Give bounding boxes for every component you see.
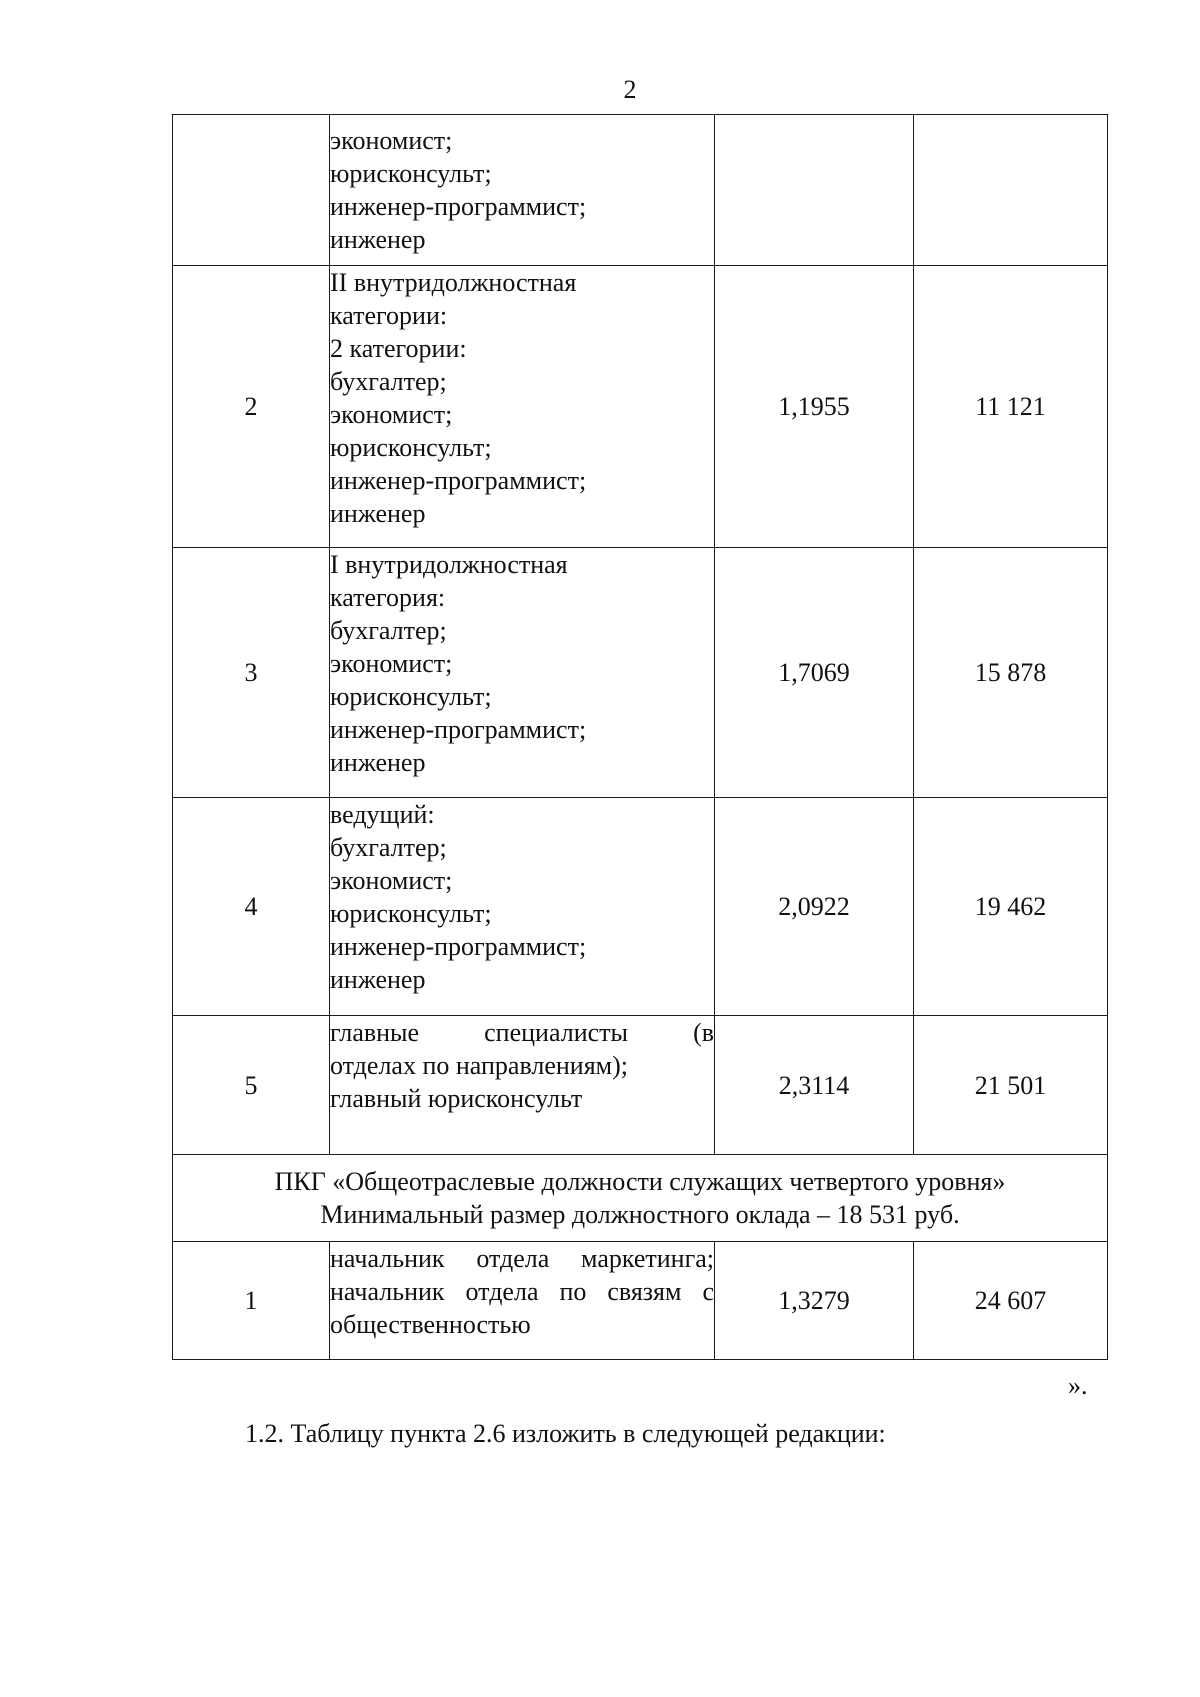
position-cell xyxy=(330,1016,715,1155)
position-cell xyxy=(330,1242,715,1360)
page-number: 2 xyxy=(623,75,637,104)
position-line: юрисконсульт; xyxy=(330,159,492,188)
closing-quote: ». xyxy=(1068,1371,1088,1400)
group-header-row xyxy=(173,1155,1108,1242)
amendment-paragraph: 1.2. Таблицу пункта 2.6 изложить в следующей редакции: xyxy=(245,1419,886,1448)
table-row xyxy=(173,798,1108,1016)
row-number: 5 xyxy=(173,1016,330,1155)
salary-cell: 21 501 xyxy=(914,1016,1108,1155)
position-line: отделах по направлениям); xyxy=(330,1051,629,1080)
group-header-cell xyxy=(173,1155,1108,1242)
coefficient-cell: 1,1955 xyxy=(715,266,914,548)
position-cell xyxy=(330,115,715,266)
position-line: общественностью xyxy=(330,1310,531,1339)
position-line: II внутридолжностная xyxy=(330,268,577,297)
coefficient-cell: 2,3114 xyxy=(715,1016,914,1155)
position-line: I внутридолжностная xyxy=(330,550,568,579)
position-line: начальник отдела маркетинга; xyxy=(330,1244,714,1273)
row-number xyxy=(173,115,330,266)
position-line: бухгалтер; xyxy=(330,833,447,862)
salary-cell: 15 878 xyxy=(914,548,1108,798)
position-cell xyxy=(330,798,715,1016)
salary-table xyxy=(172,114,1108,1360)
row-number: 1 xyxy=(173,1242,330,1360)
position-line: юрисконсульт; xyxy=(330,682,492,711)
row-number: 4 xyxy=(173,798,330,1016)
coefficient-cell: 1,7069 xyxy=(715,548,914,798)
position-line: главный юрисконсульт xyxy=(330,1084,583,1113)
position-line: инженер xyxy=(330,225,426,254)
position-line: экономист; xyxy=(330,649,453,678)
salary-cell: 11 121 xyxy=(914,266,1108,548)
position-line: главные специалисты (в xyxy=(330,1018,714,1047)
table-row xyxy=(173,548,1108,798)
position-line: инженер xyxy=(330,748,426,777)
position-line: категории: xyxy=(330,301,448,330)
position-line: инженер xyxy=(330,499,426,528)
position-line: инженер-программист; xyxy=(330,466,587,495)
position-cell xyxy=(330,548,715,798)
row-number: 2 xyxy=(173,266,330,548)
table-row xyxy=(173,266,1108,548)
coefficient-cell: 1,3279 xyxy=(715,1242,914,1360)
position-line: экономист; xyxy=(330,126,453,155)
position-line: экономист; xyxy=(330,866,453,895)
position-line: бухгалтер; xyxy=(330,367,447,396)
coefficient-cell: 2,0922 xyxy=(715,798,914,1016)
salary-cell: 19 462 xyxy=(914,798,1108,1016)
position-line: инженер-программист; xyxy=(330,715,587,744)
position-line: инженер-программист; xyxy=(330,192,587,221)
position-line: бухгалтер; xyxy=(330,616,447,645)
table-row xyxy=(173,1016,1108,1155)
position-cell xyxy=(330,266,715,548)
position-line: юрисконсульт; xyxy=(330,433,492,462)
position-line: категория: xyxy=(330,583,446,612)
position-line: ведущий: xyxy=(330,800,435,829)
row-number: 3 xyxy=(173,548,330,798)
group-min-salary: Минимальный размер должностного оклада – 18 531 руб. xyxy=(320,1200,960,1229)
position-line: 2 категории: xyxy=(330,334,467,363)
position-line: инженер xyxy=(330,965,426,994)
position-line: экономист; xyxy=(330,400,453,429)
group-title: ПКГ «Общеотраслевые должности служащих четвертого уровня» xyxy=(274,1167,1006,1196)
salary-cell xyxy=(914,115,1108,266)
table-row xyxy=(173,1242,1108,1360)
coefficient-cell xyxy=(715,115,914,266)
position-line: начальник отдела по связям с xyxy=(330,1277,714,1306)
position-line: юрисконсульт; xyxy=(330,899,492,928)
table-row xyxy=(173,115,1108,266)
salary-cell: 24 607 xyxy=(914,1242,1108,1360)
position-line: инженер-программист; xyxy=(330,932,587,961)
